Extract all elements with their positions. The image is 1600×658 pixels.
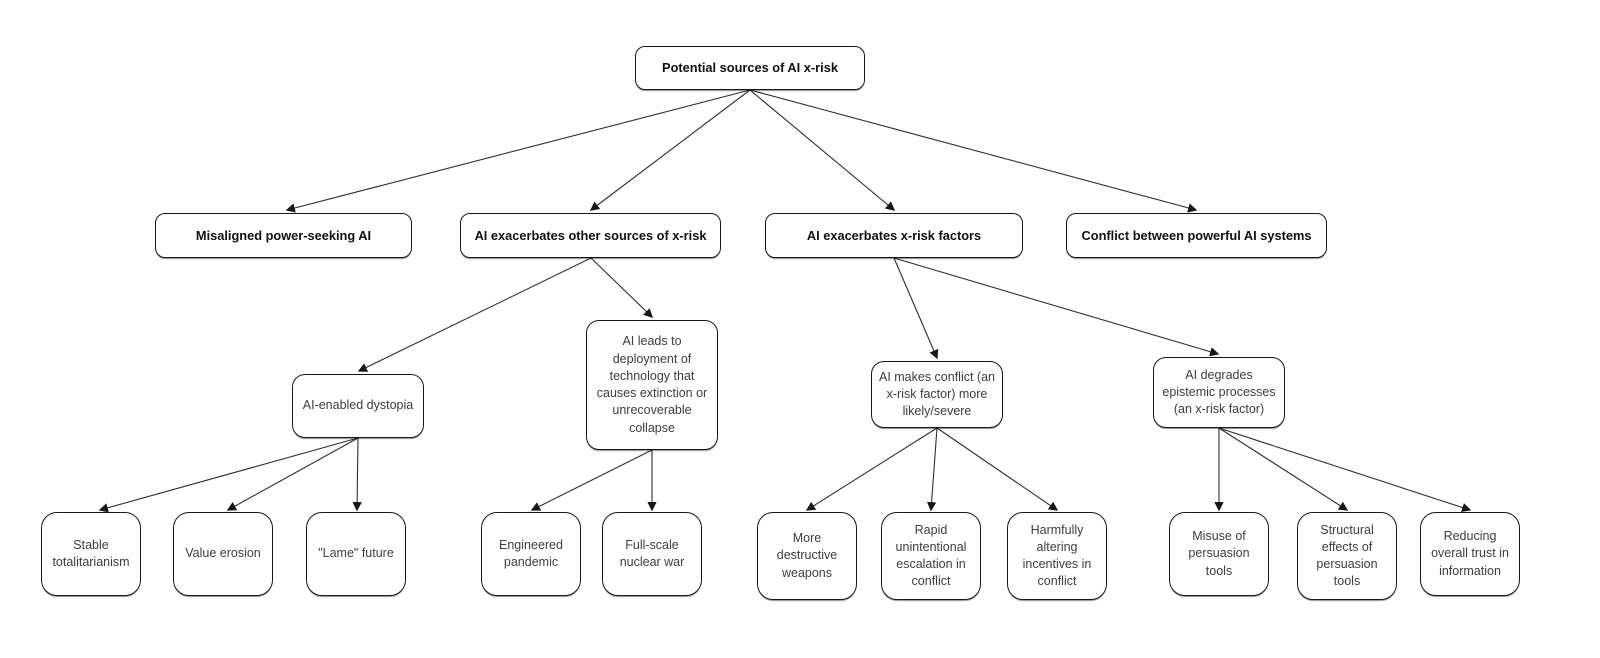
node-ai-degrades-epistemic xyxy=(1153,357,1285,428)
node-reducing-overall-trust xyxy=(1420,512,1520,596)
edge-ai-degrades-structural xyxy=(1219,428,1347,510)
node-label: Harmfully altering incentives in conflict xyxy=(1022,522,1092,589)
node-ai-exacerbates-other-sources xyxy=(460,213,721,258)
node-label: AI-enabled dystopia xyxy=(302,398,414,413)
node-ai-leads-to-deployment xyxy=(586,320,718,450)
node-value-erosion xyxy=(173,512,273,596)
edge-ai-makes-harmful xyxy=(937,428,1057,510)
node-lame-future xyxy=(306,512,406,596)
node-ai-enabled-dystopia xyxy=(292,374,424,438)
node-label: Full-scale nuclear war xyxy=(619,537,685,569)
node-label: Conflict between powerful AI systems xyxy=(1081,227,1312,243)
node-misaligned-power-seeking-ai xyxy=(155,213,412,258)
edge-ex-sources-ai-leads xyxy=(591,258,652,317)
node-label: AI leads to deployment of technology that causes extinction or unrecoverable collapse xyxy=(596,334,708,435)
node-full-scale-nuclear-war xyxy=(602,512,702,596)
edge-ex-sources-dystopia xyxy=(359,258,591,371)
node-ai-makes-conflict xyxy=(871,361,1003,428)
node-label: Misaligned power-seeking AI xyxy=(195,227,372,243)
node-conflict-between-powerful-ai xyxy=(1066,213,1327,258)
node-label: AI makes conflict (an x-risk factor) more likely/severe xyxy=(878,369,995,419)
edge-ai-degrades-reducing xyxy=(1219,428,1470,510)
node-label: Potential sources of AI x-risk xyxy=(662,60,838,76)
node-potential-sources xyxy=(635,46,865,90)
node-more-destructive-weapons xyxy=(757,512,857,600)
edge-dystopia-lame xyxy=(357,438,358,510)
edge-ai-makes-destructive xyxy=(807,428,937,510)
node-label: Stable totalitarianism xyxy=(52,537,130,569)
node-structural-effects-persuasion xyxy=(1297,512,1397,600)
node-ai-exacerbates-x-risk-factors xyxy=(765,213,1023,258)
node-label: Structural effects of persuasion tools xyxy=(1316,522,1378,589)
node-label: AI exacerbates other sources of x-risk xyxy=(474,227,707,243)
edge-ai-makes-rapid xyxy=(931,428,937,510)
node-label: Engineered pandemic xyxy=(499,537,563,569)
edge-dystopia-stable xyxy=(100,438,358,510)
edge-root-misaligned xyxy=(287,90,750,210)
node-label: AI degrades epistemic processes (an x-risk factor) xyxy=(1162,367,1276,417)
node-label: AI exacerbates x-risk factors xyxy=(806,227,982,243)
node-misuse-of-persuasion-tools xyxy=(1169,512,1269,596)
node-harmfully-altering-incentives xyxy=(1007,512,1107,600)
node-label: Value erosion xyxy=(185,546,261,561)
node-engineered-pandemic xyxy=(481,512,581,596)
edge-ai-leads-engineered xyxy=(532,450,652,510)
edge-root-ex-sources xyxy=(591,90,750,210)
node-label: Misuse of persuasion tools xyxy=(1188,529,1250,578)
node-stable-totalitarianism xyxy=(41,512,141,596)
node-label: "Lame" future xyxy=(318,546,394,561)
edge-dystopia-value xyxy=(228,438,358,510)
node-label: Rapid unintentional escalation in conflict xyxy=(895,522,967,589)
node-label: More destructive weapons xyxy=(776,531,838,580)
node-rapid-unintentional-escalation xyxy=(881,512,981,600)
edge-root-conflict-powerful xyxy=(750,90,1196,210)
node-label: Reducing overall trust in information xyxy=(1431,529,1509,578)
edge-ex-factors-ai-degrades xyxy=(894,258,1218,354)
edge-root-ex-factors xyxy=(750,90,894,210)
edge-ex-factors-ai-makes-conflict xyxy=(894,258,937,358)
